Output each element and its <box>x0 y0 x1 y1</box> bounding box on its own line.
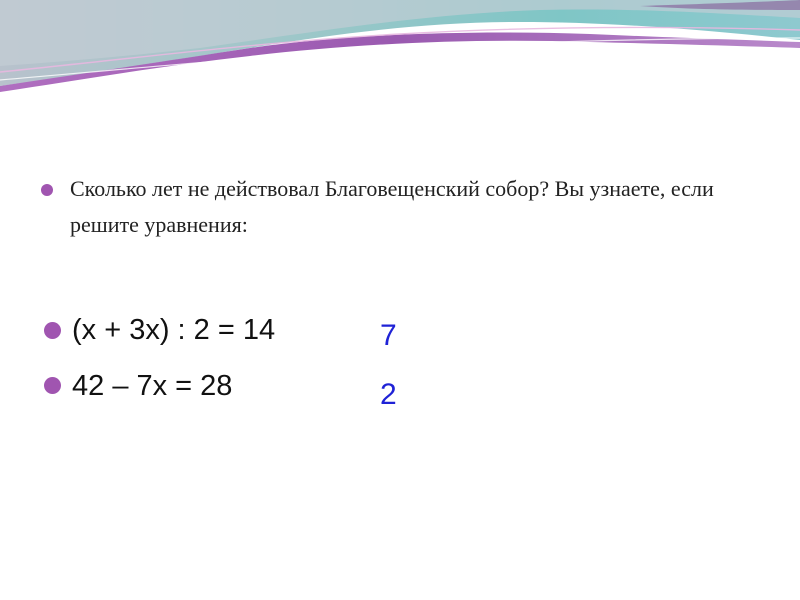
question-bullet <box>41 184 53 196</box>
equation-bullet <box>44 377 61 394</box>
question-text: Сколько лет не действовал Благовещенский собор? Вы узнаете, если решите уравнения: <box>70 176 714 237</box>
answer-1: 7 <box>380 319 397 352</box>
equation-1: (x + 3x) : 2 = 14 <box>72 314 276 346</box>
equation-2: 42 – 7x = 28 <box>72 370 233 402</box>
equation-bullet <box>44 322 61 339</box>
decorative-wave-banner <box>0 0 800 110</box>
answer-2: 2 <box>380 378 397 411</box>
